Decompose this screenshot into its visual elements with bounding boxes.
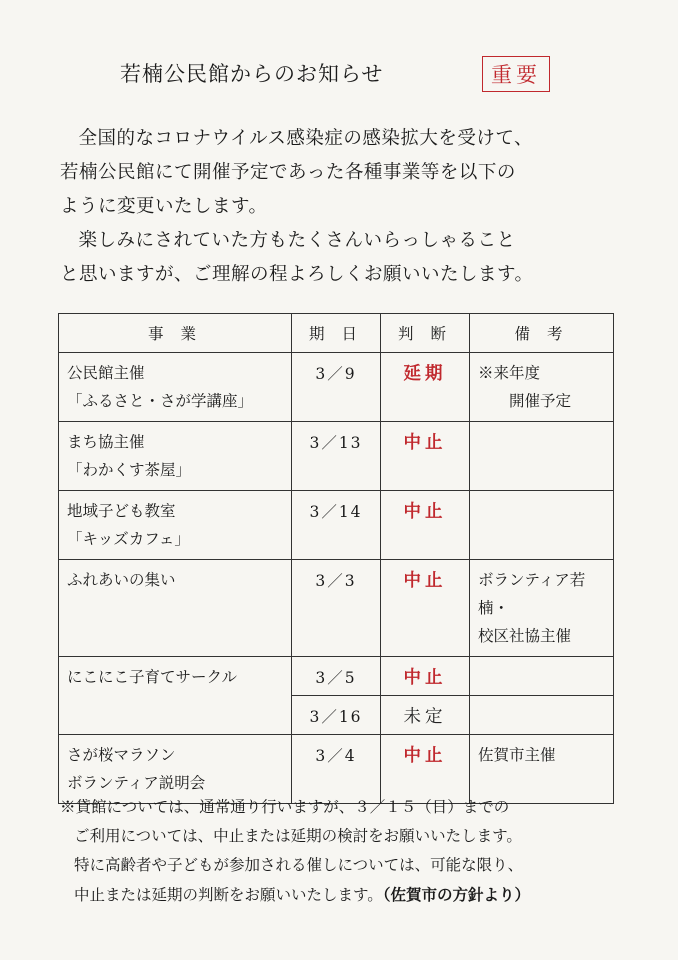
event-cell xyxy=(59,353,292,422)
header-date: 期 日 xyxy=(292,314,381,353)
event-name: ボランティア説明会 xyxy=(67,774,206,792)
table-row xyxy=(59,560,614,657)
intro-line: 全国的なコロナウイルス感染症の感染拡大を受けて、 xyxy=(78,128,534,149)
note-line xyxy=(60,880,620,910)
table-row xyxy=(59,353,614,422)
note-cell xyxy=(470,657,614,696)
note-text: 中止または延期の判断をお願いいたします。 xyxy=(73,886,383,904)
source-text: （佐賀市の方針より） xyxy=(382,885,530,904)
event-name: にこにこ子育てサークル xyxy=(67,668,238,686)
note-cell xyxy=(470,696,614,735)
event-name: 「わかくす茶屋」 xyxy=(67,461,192,479)
note-text: 開催予定 xyxy=(509,392,572,410)
event-name: さが桜マラソン xyxy=(67,746,176,764)
judgment-cell: 未定 xyxy=(381,696,470,735)
header-event: 事 業 xyxy=(59,314,292,353)
note-cell xyxy=(470,422,614,491)
note-text: 佐賀市主催 xyxy=(478,746,556,764)
note-line: ご利用については、中止または延期の検討をお願いいたします。 xyxy=(73,827,522,845)
date-cell: 3／13 xyxy=(292,422,381,491)
event-cell xyxy=(59,422,292,491)
intro-line: 若楠公民館にて開催予定であった各種事業等を以下の xyxy=(60,162,516,183)
note-line: 特に高齢者や子どもが参加される催しについては、可能な限り、 xyxy=(73,856,524,874)
date-cell: 3／3 xyxy=(292,560,381,657)
date-cell: 3／16 xyxy=(292,696,381,735)
intro-line: 楽しみにされていた方もたくさんいらっしゃること xyxy=(78,230,516,251)
event-name: ふれあいの集い xyxy=(67,571,176,589)
event-cell xyxy=(59,491,292,560)
judgment-cell: 中止 xyxy=(381,657,470,696)
event-name: まち協主催 xyxy=(67,433,145,451)
note-line: ※貸館については、通常通り行いますが、３／１５（日）までの xyxy=(60,798,510,816)
notice-title: 若楠公民館からのお知らせ xyxy=(120,62,384,86)
event-name: 地域子ども教室 xyxy=(67,502,176,520)
event-name: 「ふるさと・さが学講座」 xyxy=(67,392,254,410)
header-note: 備 考 xyxy=(470,314,614,353)
date-cell: 3／9 xyxy=(292,353,381,422)
date-cell: 3／4 xyxy=(292,735,381,804)
intro-line: と思いますが、ご理解の程よろしくお願いいたします。 xyxy=(60,264,534,285)
judgment-cell: 延期 xyxy=(381,353,470,422)
judgment-cell: 中止 xyxy=(381,422,470,491)
event-cell xyxy=(59,560,292,657)
note-cell xyxy=(470,353,614,422)
header-judgment: 判 断 xyxy=(381,314,470,353)
event-name: 「キッズカフェ」 xyxy=(67,530,190,548)
important-badge: 重要 xyxy=(482,56,550,92)
date-cell: 3／5 xyxy=(292,657,381,696)
event-name: 公民館主催 xyxy=(67,364,145,382)
judgment-cell: 中止 xyxy=(381,560,470,657)
judgment-cell: 中止 xyxy=(381,735,470,804)
note-text: ボランティア若楠・ xyxy=(478,571,586,617)
note-text: 校区社協主催 xyxy=(478,627,572,645)
intro-text xyxy=(60,122,620,292)
event-cell xyxy=(59,657,292,735)
note-cell xyxy=(470,491,614,560)
table-row xyxy=(59,422,614,491)
date-cell: 3／14 xyxy=(292,491,381,560)
note-text: ※来年度 xyxy=(478,364,541,382)
schedule-table xyxy=(58,313,614,804)
judgment-cell: 中止 xyxy=(381,491,470,560)
footer-note xyxy=(60,793,620,910)
table-row xyxy=(59,491,614,560)
table-row xyxy=(59,657,614,696)
table-header-row xyxy=(59,314,614,353)
note-cell xyxy=(470,560,614,657)
intro-line: ように変更いたします。 xyxy=(60,196,268,217)
